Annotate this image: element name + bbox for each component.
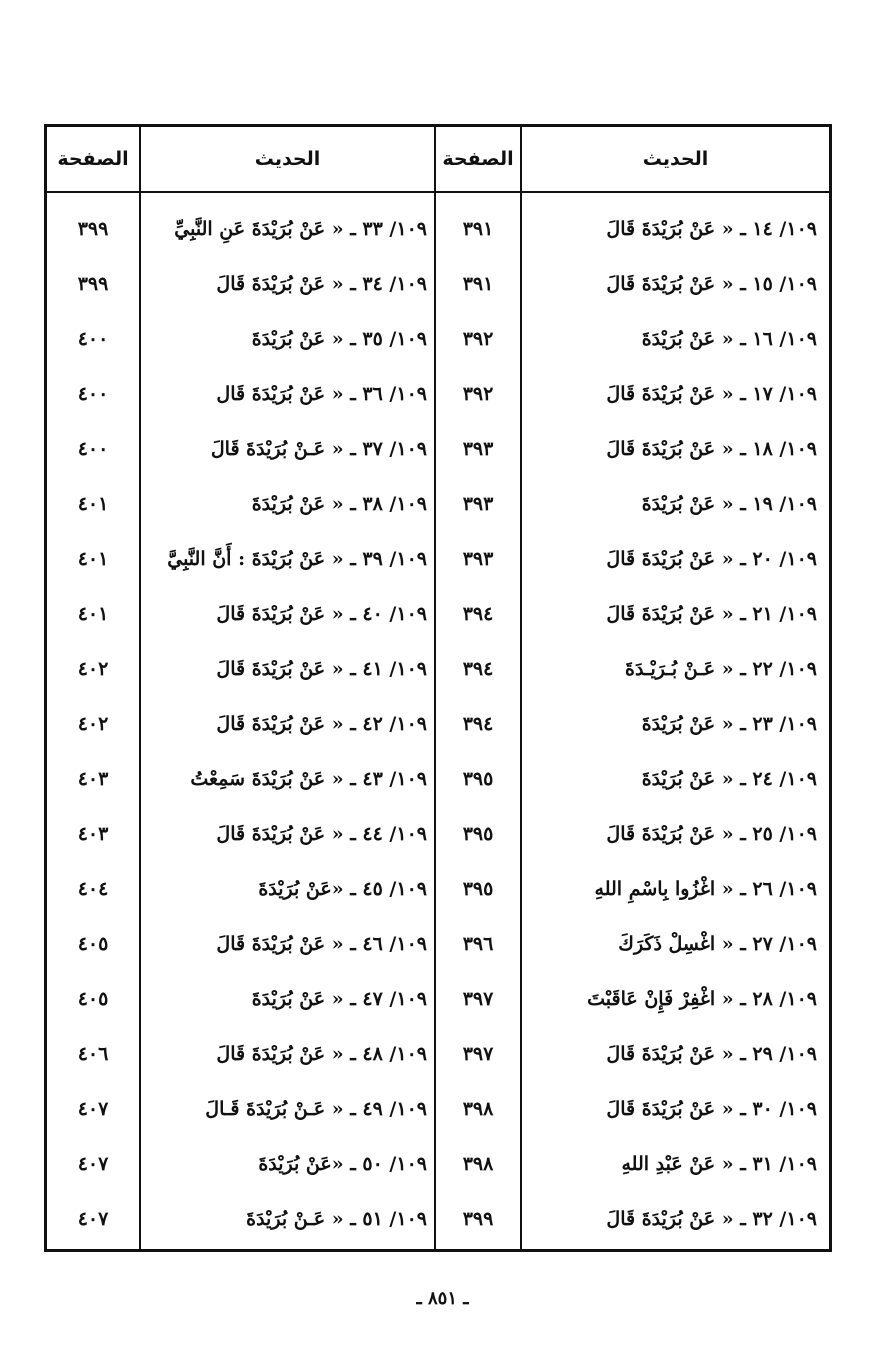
table-row: [47, 1136, 829, 1191]
hadith-entry: ١٠٩/ ٢٦ ـ « اغْزُوا بِاسْمِ اللهِ: [594, 877, 817, 900]
page-ref: ٤٠٤: [77, 877, 109, 900]
page-ref: ٣٩٨: [462, 1097, 494, 1120]
page-ref: ٤٠١: [77, 602, 109, 625]
table-row: [47, 311, 829, 366]
hadith-entry: ١٠٩/ ٢٩ ـ « عَنْ بُرَيْدَةَ قَالَ: [606, 1042, 817, 1065]
hadith-entry: ١٠٩/ ٤٣ ـ « عَنْ بُرَيْدَةَ سَمِعْتُ: [190, 767, 427, 790]
page-ref: ٤٠٥: [77, 932, 109, 955]
page-ref: ٤٠٣: [77, 767, 109, 790]
page-ref: ٤٠٠: [77, 437, 109, 460]
page-ref: ٣٩٨: [462, 1152, 494, 1175]
hadith-entry: ١٠٩/ ٣٠ ـ « عَنْ بُرَيْدَةَ قَالَ: [606, 1097, 817, 1120]
page-ref: ٣٩٣: [462, 492, 494, 515]
table-row: [47, 971, 829, 1026]
hadith-entry: ١٠٩/ ٤١ ـ « عَنْ بُرَيْدَةَ قَالَ: [216, 657, 427, 680]
hadith-entry: ١٠٩/ ٤٤ ـ « عَنْ بُرَيْدَةَ قَالَ: [216, 822, 427, 845]
table-row: [47, 201, 829, 256]
page-ref: ٤٠٠: [77, 327, 109, 350]
table-row: [47, 696, 829, 751]
page-ref: ٣٩٩: [77, 217, 109, 240]
page-ref: ٤٠٧: [77, 1152, 109, 1175]
header-page-left: الصفحة: [57, 148, 129, 170]
hadith-entry: ١٠٩/ ٤٩ ـ « عَـنْ بُرَيْدَةَ قَـالَ: [205, 1097, 427, 1120]
hadith-entry: ١٠٩/ ١٨ ـ « عَنْ بُرَيْدَةَ قَالَ: [606, 437, 817, 460]
page-ref: ٣٩٣: [462, 437, 494, 460]
hadith-entry: ١٠٩/ ٤٦ ـ « عَنْ بُرَيْدَةَ قَالَ: [216, 932, 427, 955]
header-hadith-right: الحديث: [642, 148, 709, 170]
page-ref: ٣٩١: [462, 217, 494, 240]
page-ref: ٣٩٢: [462, 327, 494, 350]
page-ref: ٤٠٦: [77, 1042, 109, 1065]
hadith-entry: ١٠٩/ ٢٥ ـ « عَنْ بُرَيْدَةَ قَالَ: [606, 822, 817, 845]
table-row: [47, 1026, 829, 1081]
hadith-entry: ١٠٩/ ٣٥ ـ « عَنْ بُرَيْدَةَ: [251, 327, 427, 350]
hadith-entry: ١٠٩/ ٢٣ ـ « عَنْ بُرَيْدَةَ: [641, 712, 817, 735]
table-row: [47, 531, 829, 586]
hadith-entry: ١٠٩/ ٣٦ ـ « عَنْ بُرَيْدَةَ قَال: [216, 382, 427, 405]
hadith-entry: ١٠٩/ ٤٧ ـ « عَنْ بُرَيْدَةَ: [251, 987, 427, 1010]
page-ref: ٣٩٥: [462, 822, 494, 845]
hadith-entry: ١٠٩/ ٣٤ ـ « عَنْ بُرَيْدَةَ قَالَ: [216, 272, 427, 295]
page-ref: ٣٩١: [462, 272, 494, 295]
table-row: [47, 256, 829, 311]
table-row: [47, 586, 829, 641]
hadith-entry: ١٠٩/ ٣٩ ـ « عَنْ بُرَيْدَةَ : أَنَّ النَّبِيَّ: [167, 547, 427, 570]
hadith-entry: ١٠٩/ ٢٧ ـ « اغْسِلْ ذَكَرَكَ: [618, 932, 817, 955]
hadith-entry: ١٠٩/ ٤٠ ـ « عَنْ بُرَيْدَةَ قَالَ: [216, 602, 427, 625]
hadith-entry: ١٠٩/ ٢٤ ـ « عَنْ بُرَيْدَةَ: [641, 767, 817, 790]
hadith-index-table: [44, 124, 832, 1252]
page-ref: ٣٩٤: [462, 712, 494, 735]
page-ref: ٣٩٩: [462, 1207, 494, 1230]
hadith-entry: ١٠٩/ ١٩ ـ « عَنْ بُرَيْدَةَ: [641, 492, 817, 515]
table-row: [47, 421, 829, 476]
page-ref: ٣٩٤: [462, 657, 494, 680]
header-divider: [47, 191, 829, 193]
page-ref: ٤٠٧: [77, 1207, 109, 1230]
table-row: [47, 916, 829, 971]
hadith-entry: ١٠٩/ ٢٠ ـ « عَنْ بُرَيْدَةَ قَالَ: [606, 547, 817, 570]
page-ref: ٣٩٣: [462, 547, 494, 570]
page-number: ـ ٨٥١ ـ: [416, 1288, 469, 1309]
table-row: [47, 476, 829, 531]
table-row: [47, 751, 829, 806]
page-ref: ٤٠٢: [77, 712, 109, 735]
hadith-entry: ١٠٩/ ١٥ ـ « عَنْ بُرَيْدَةَ قَالَ: [606, 272, 817, 295]
hadith-entry: ١٠٩/ ١٧ ـ « عَنْ بُرَيْدَةَ قَالَ: [606, 382, 817, 405]
page-ref: ٣٩٦: [462, 932, 494, 955]
page-ref: ٤٠١: [77, 547, 109, 570]
hadith-entry: ١٠٩/ ٥١ ـ « عَـنْ بُرَيْدَةَ: [246, 1207, 427, 1230]
table-row: [47, 806, 829, 861]
header-page-right: الصفحة: [442, 148, 514, 170]
table-row: [47, 366, 829, 421]
hadith-entry: ١٠٩/ ٣٣ ـ « عَنْ بُرَيْدَةَ عَنِ النَّبِيِّ: [174, 217, 427, 240]
table-row: [47, 1191, 829, 1246]
page-ref: ٤٠٧: [77, 1097, 109, 1120]
page-ref: ٤٠٢: [77, 657, 109, 680]
page-ref: ٤٠٣: [77, 822, 109, 845]
page-ref: ٣٩٥: [462, 767, 494, 790]
hadith-entry: ١٠٩/ ٣٢ ـ « عَنْ بُرَيْدَةَ قَالَ: [606, 1207, 817, 1230]
page-ref: ٣٩٤: [462, 602, 494, 625]
table-row: [47, 861, 829, 916]
hadith-entry: ١٠٩/ ٥٠ ـ «عَنْ بُرَيْدَةَ: [258, 1152, 427, 1175]
hadith-entry: ١٠٩/ ٤٢ ـ « عَنْ بُرَيْدَةَ قَالَ: [216, 712, 427, 735]
hadith-entry: ١٠٩/ ٣٧ ـ « عَـنْ بُرَيْدَةَ قَالَ: [210, 437, 427, 460]
hadith-entry: ١٠٩/ ١٤ ـ « عَنْ بُرَيْدَةَ قَالَ: [606, 217, 817, 240]
page-ref: ٤٠٥: [77, 987, 109, 1010]
page-ref: ٣٩٩: [77, 272, 109, 295]
hadith-entry: ١٠٩/ ٢٢ ـ « عَـنْ بُـرَيْـدَةَ: [625, 657, 817, 680]
hadith-entry: ١٠٩/ ٣٨ ـ « عَنْ بُرَيْدَةَ: [251, 492, 427, 515]
hadith-entry: ١٠٩/ ٣١ ـ « عَنْ عَبْدِ اللهِ: [621, 1152, 817, 1175]
header-hadith-left: الحديث: [254, 148, 321, 170]
hadith-entry: ١٠٩/ ١٦ ـ « عَنْ بُرَيْدَةَ: [641, 327, 817, 350]
page-ref: ٣٩٧: [462, 987, 494, 1010]
page-ref: ٣٩٢: [462, 382, 494, 405]
page-ref: ٣٩٧: [462, 1042, 494, 1065]
page-ref: ٤٠٠: [77, 382, 109, 405]
hadith-entry: ١٠٩/ ٤٨ ـ « عَنْ بُرَيْدَةَ قَالَ: [216, 1042, 427, 1065]
hadith-entry: ١٠٩/ ٤٥ ـ «عَنْ بُرَيْدَةَ: [258, 877, 427, 900]
table-row: [47, 641, 829, 696]
table-row: [47, 1081, 829, 1136]
page-ref: ٤٠١: [77, 492, 109, 515]
hadith-entry: ١٠٩/ ٢٨ ـ « اغْفِرْ فَإِنْ عَاقَبْتَ: [587, 987, 817, 1010]
hadith-entry: ١٠٩/ ٢١ ـ « عَنْ بُرَيْدَةَ قَالَ: [606, 602, 817, 625]
page-ref: ٣٩٥: [462, 877, 494, 900]
